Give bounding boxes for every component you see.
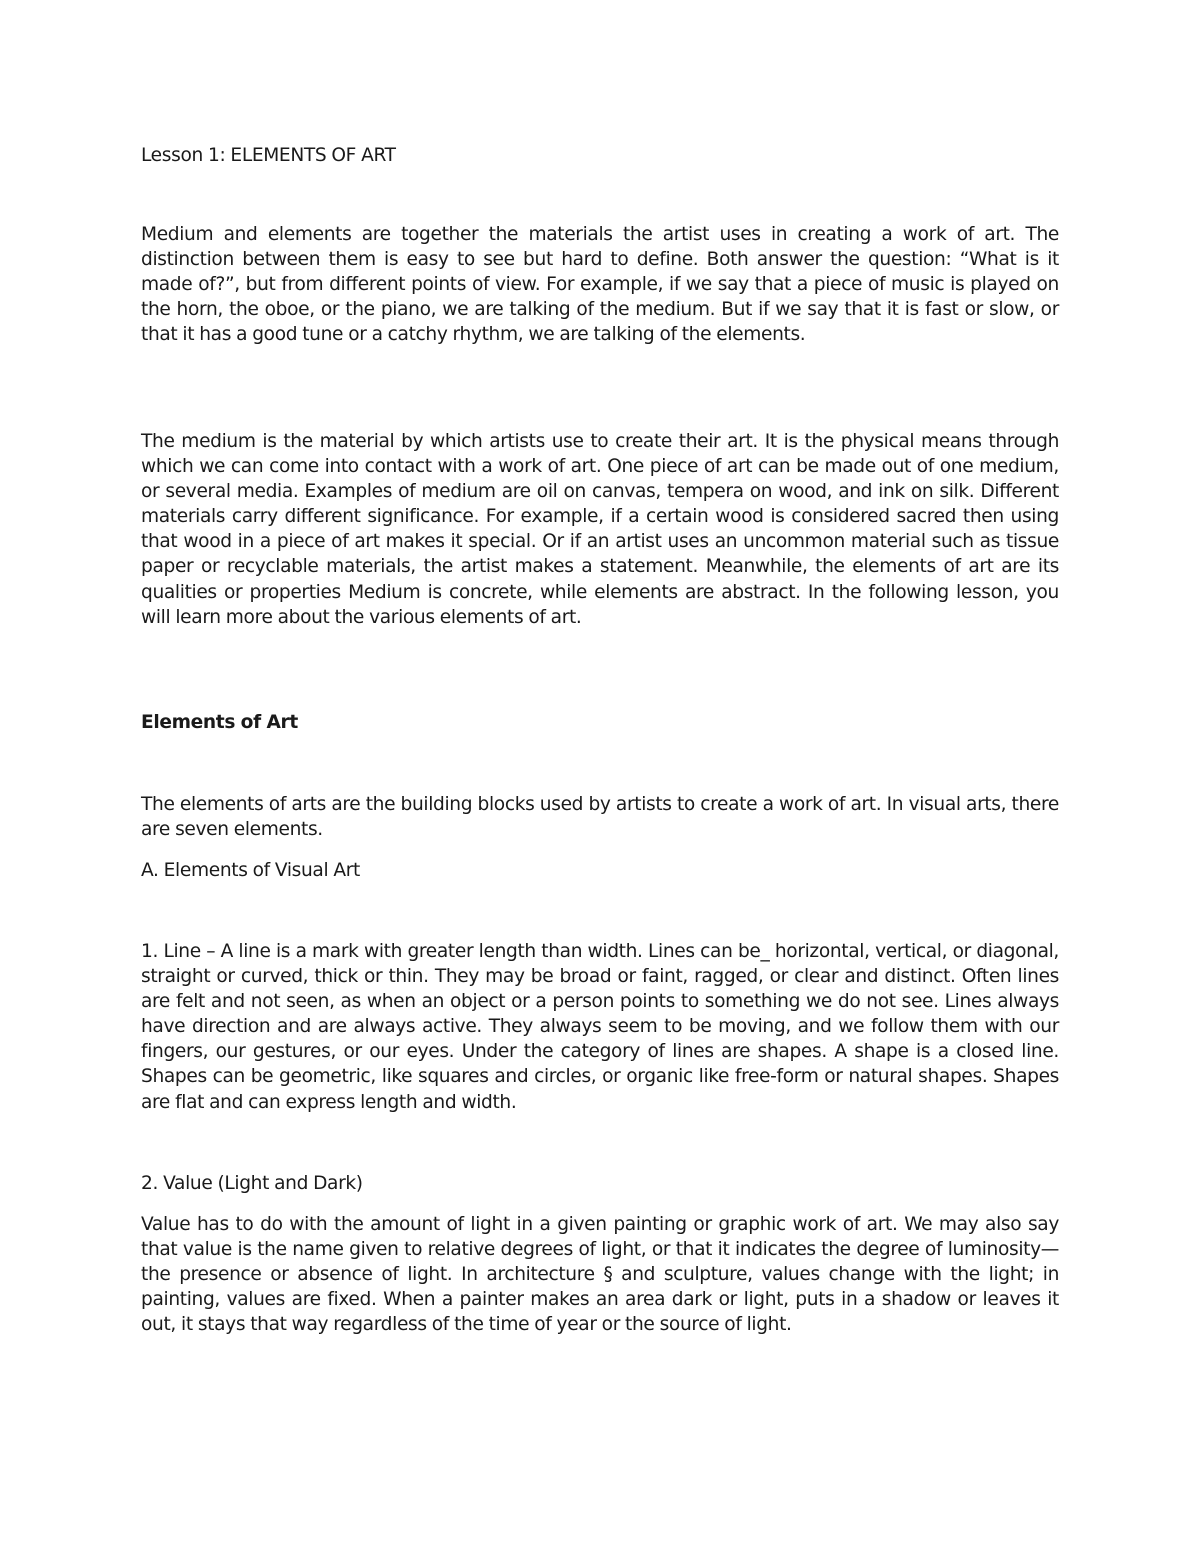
medium-paragraph: The medium is the material by which artists use to create their art. It is the physical means through which we can come into contact with a work of art. One piece of art can be made out of one medium, or several media. Examples of medium are oil on canvas, tempera on wood, and ink on silk. Different materials carry different significance. For example, if a certain wood is considered sacred then using that wood in a piece of art makes it special. Or if an artist uses an uncommon material such as tissue paper or recyclable materials, the artist makes a statement. Meanwhile, the elements of art are its qualities or properties Medium is concrete, while elements are abstract. In the following lesson, you will learn more about the various elements of art.: [141, 431, 1059, 628]
section-heading: Elements of Art: [141, 712, 298, 733]
elements-intro-paragraph: The elements of arts are the building blocks used by artists to create a work of art. In visual arts, there are seven elements.: [141, 794, 1059, 841]
intro-paragraph: Medium and elements are together the materials the artist uses in creating a work of art. The distinction between them is easy to see but hard to define. Both answer the question: “What is it made of?”, but from different points of view. For example, if we say that a piece of music is played on the horn, the oboe, or the piano, we are talking of the medium. But if we say that it is fast or slow, or that it has a good tune or a catchy rhythm, we are talking of the elements.: [141, 224, 1059, 346]
line-paragraph: 1. Line – A line is a mark with greater length than width. Lines can be_ horizontal, vertical, or diagonal, straight or curved, thick or thin. They may be broad or faint, ragged, or clear and distinct. Often lines are felt and not seen, as when an object or a person points to something we do not see. Lines always have direction and are always active. They always seem to be moving, and we follow them with our fingers, our gestures, or our eyes. Under the category of lines are shapes. A shape is a closed line. Shapes can be geometric, like squares and circles, or organic like free-form or natural shapes. Shapes are flat and can express length and width.: [141, 941, 1059, 1113]
value-heading: 2. Value (Light and Dark): [141, 1173, 363, 1194]
lesson-title: Lesson 1: ELEMENTS OF ART: [141, 145, 396, 166]
value-paragraph: Value has to do with the amount of light in a given painting or graphic work of art. We may also say that value is the name given to relative degrees of light, or that it indicates the degree of luminosity—the presence or absence of light. In architecture § and sculpture, values change with the light; in painting, values are fixed. When a painter makes an area dark or light, puts in a shadow or leaves it out, it stays that way regardless of the time of year or the source of light.: [141, 1214, 1059, 1336]
subheading-visual-art: A. Elements of Visual Art: [141, 860, 360, 881]
